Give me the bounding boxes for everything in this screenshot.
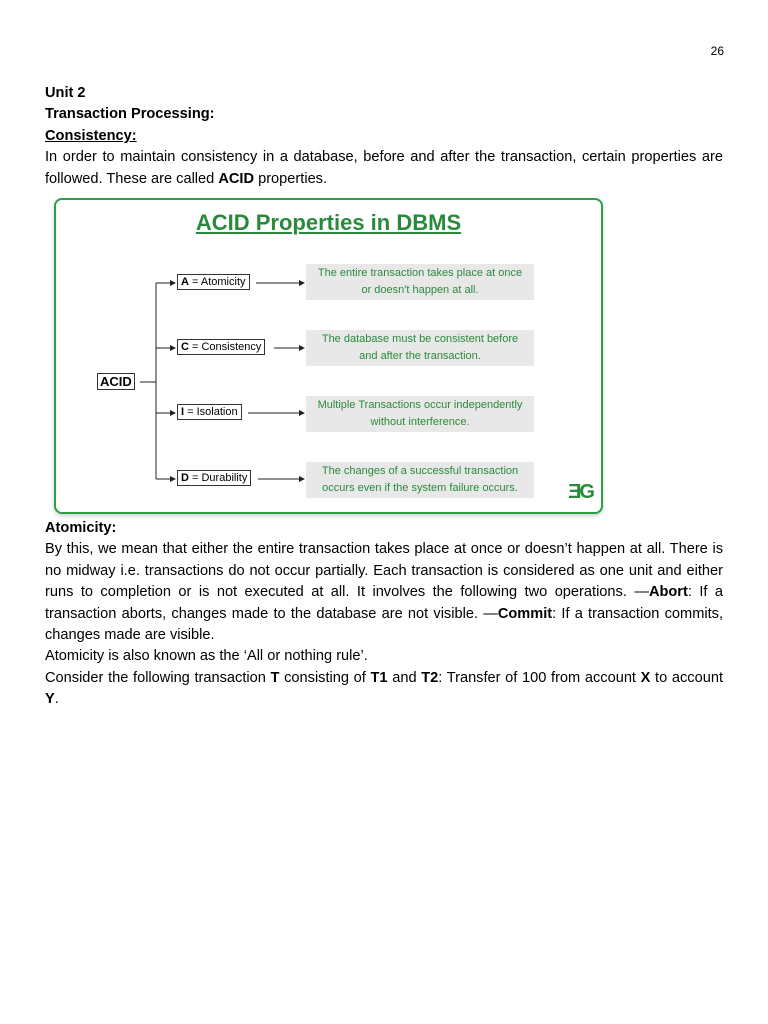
term-t: T (270, 669, 280, 686)
atomicity-section (45, 518, 723, 711)
property-name: = Durability (188, 472, 248, 484)
property-letter: D (181, 472, 189, 484)
consistency-intro-after: properties. (254, 170, 328, 187)
description-isolation (306, 396, 534, 432)
term-t2: T2 (421, 669, 439, 686)
property-name: = Isolation (184, 406, 238, 418)
description-consistency (306, 330, 534, 366)
description-durability (306, 462, 534, 498)
section-title: Transaction Processing: (45, 106, 215, 123)
description-line: and after the transaction. (359, 350, 481, 362)
example-text: consisting of (279, 669, 371, 686)
description-line: without interference. (370, 416, 470, 428)
page-number: 26 (710, 44, 724, 58)
atomicity-paragraph (45, 539, 723, 646)
description-line: or doesn't happen at all. (361, 284, 479, 296)
property-name: = Consistency (188, 341, 262, 353)
abort-term: Abort (648, 584, 688, 601)
description-line: The database must be consistent before (321, 333, 519, 345)
description-line: occurs even if the system failure occurs. (322, 482, 518, 494)
property-box-atomicity (177, 274, 250, 290)
property-name: = Atomicity (188, 276, 246, 288)
property-letter: A (181, 276, 189, 288)
property-letter: I (181, 406, 185, 418)
atomicity-text-c: : If a transaction commits, changes made are visible. (45, 605, 723, 644)
example-text: : Transfer of 100 from account (438, 669, 641, 686)
description-line: Multiple Transactions occur independently (317, 399, 523, 411)
property-box-consistency (177, 339, 265, 355)
term-t1: T1 (370, 669, 388, 686)
property-box-isolation (177, 404, 242, 420)
description-atomicity (306, 264, 534, 300)
example-text: . (54, 691, 59, 708)
property-letter: C (181, 341, 189, 353)
property-box-durability (177, 470, 251, 486)
description-line: The entire transaction takes place at once (317, 267, 523, 279)
unit-label: Unit 2 (45, 85, 86, 101)
description-line: The changes of a successful transaction (321, 465, 519, 477)
example-text: Consider the following transaction (45, 669, 271, 686)
consistency-intro-before: In order to maintain consistency in a database, before and after the transaction, certain properties are followed. These are called (45, 149, 723, 187)
acid-root-box: ACID (97, 373, 135, 390)
header-block (45, 83, 723, 190)
acid-term: ACID (218, 170, 255, 187)
acid-properties-figure (54, 198, 603, 514)
consistency-heading: Consistency: (45, 127, 137, 144)
gfg-logo: ƎG (568, 481, 593, 503)
figure-title: ACID Properties in DBMS (195, 210, 462, 235)
transaction-example (45, 668, 723, 711)
atomicity-text-b: : If a transaction aborts, changes made to the database are not visible. — (45, 584, 724, 622)
atomicity-text-a: By this, we mean that either the entire transaction takes place at once or doesn’t happen at all. There is no midway i.e. transactions do not occur partially. Each transaction is considered as one unit and either runs to completion or is not executed at all. It involves the following two operations. — (45, 541, 723, 601)
example-text: and (387, 669, 422, 686)
term-x: X (640, 669, 651, 686)
consistency-paragraph (45, 147, 723, 190)
all-or-nothing-line: Atomicity is also known as the ‘All or nothing rule’. (45, 648, 368, 665)
commit-term: Commit (497, 605, 553, 622)
example-text: to account (650, 669, 724, 686)
term-y: Y (45, 691, 55, 708)
atomicity-heading: Atomicity: (45, 520, 117, 536)
